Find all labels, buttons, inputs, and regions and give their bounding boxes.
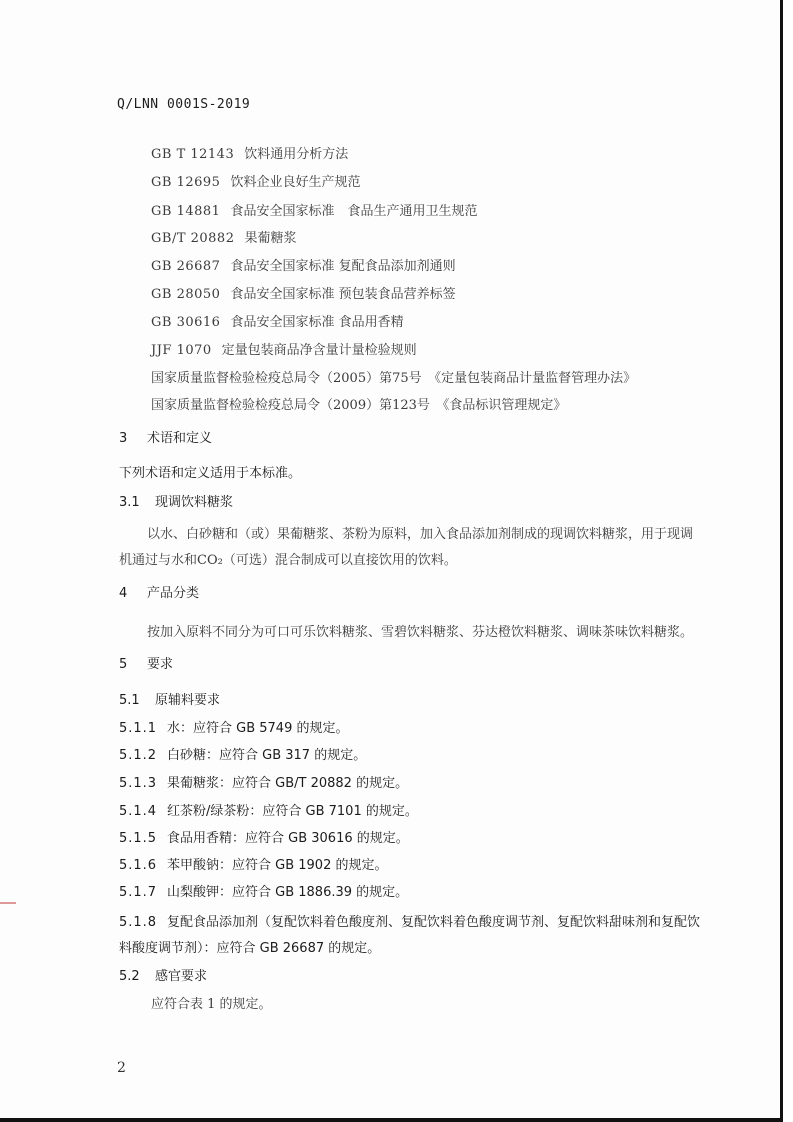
reference-code: GB 12695	[151, 175, 221, 190]
item-number: 5.1.2	[119, 748, 158, 763]
reference-item	[151, 314, 404, 332]
requirement-item	[119, 747, 366, 765]
item-number: 5.1.6	[119, 858, 158, 873]
requirement-item	[119, 720, 348, 738]
section-intro: 下列术语和定义适用于本标准。	[119, 466, 302, 481]
reference-title: 国家质量监督检验检疫总局令（2009）第123号 《食品标识管理规定》	[151, 398, 567, 413]
section-heading	[119, 656, 173, 674]
subsection-heading	[119, 494, 233, 512]
item-text: 苯甲酸钠：应符合 GB 1902 的规定。	[167, 858, 388, 873]
item-text: 果葡糖浆：应符合 GB/T 20882 的规定。	[167, 776, 409, 791]
item-text: 食品用香精：应符合 GB 30616 的规定。	[167, 831, 409, 846]
subsection-number: 3.1	[119, 495, 140, 510]
reference-code: GB 14881	[151, 204, 221, 219]
reference-title: 食品安全国家标准 食品用香精	[230, 315, 404, 330]
item-number: 5.1.3	[119, 776, 158, 791]
reference-item	[151, 203, 477, 221]
item-number: 5.1.4	[119, 804, 158, 819]
reference-code: JJF 1070	[151, 343, 212, 358]
section-heading	[119, 430, 212, 448]
reference-title: 国家质量监督检验检疫总局令（2005）第75号 《定量包装商品计量监督管理办法》	[151, 371, 637, 386]
definition-text-line: 以水、白砂糖和（或）果葡糖浆、茶粉为原料，加入食品添加剂制成的现调饮料糖浆，用于现调	[147, 527, 694, 542]
requirement-item	[119, 803, 418, 821]
scan-mark	[0, 902, 16, 904]
reference-code: GB T 12143	[151, 147, 235, 162]
document-code: Q/LNN 0001S-2019	[117, 97, 251, 112]
section-title: 产品分类	[147, 586, 200, 601]
section-title: 术语和定义	[147, 431, 213, 446]
requirement-item	[119, 775, 408, 793]
reference-title: 饮料企业良好生产规范	[230, 175, 361, 190]
reference-title: 饮料通用分析方法	[244, 147, 349, 162]
item-text: 水：应符合 GB 5749 的规定。	[167, 721, 349, 736]
reference-item	[151, 342, 417, 360]
item-number: 5.1.7	[119, 885, 158, 900]
reference-title: 果葡糖浆	[244, 231, 297, 246]
reference-code: GB/T 20882	[151, 231, 235, 246]
section-title: 要求	[147, 657, 174, 672]
reference-title: 食品安全国家标准 复配食品添加剂通则	[230, 259, 456, 274]
requirement-item	[119, 884, 408, 902]
item-text: 白砂糖：应符合 GB 317 的规定。	[167, 748, 367, 763]
requirement-item	[119, 857, 387, 875]
subsection-number: 5.2	[119, 969, 140, 984]
reference-item	[151, 370, 636, 388]
section-number: 3	[119, 431, 128, 446]
item-text: 山梨酸钾：应符合 GB 1886.39 的规定。	[167, 885, 409, 900]
reference-item	[151, 230, 297, 248]
item-number: 5.1.5	[119, 831, 158, 846]
reference-item	[151, 397, 566, 415]
reference-item	[151, 286, 456, 304]
requirement-item	[119, 830, 409, 848]
sensory-requirement-text: 应符合表 1 的规定。	[151, 997, 272, 1012]
reference-item	[151, 174, 360, 192]
item-text: 复配食品添加剂（复配饮料着色酸度剂、复配饮料着色酸度调节剂、复配饮料甜味剂和复配饮	[167, 915, 701, 930]
reference-title: 定量包装商品净含量计量检验规则	[221, 343, 417, 358]
item-text-continued: 料酸度调节剂）：应符合 GB 26687 的规定。	[119, 941, 381, 956]
reference-title: 食品安全国家标准 食品生产通用卫生规范	[230, 204, 478, 219]
subsection-number: 5.1	[119, 693, 140, 708]
reference-code: GB 30616	[151, 315, 221, 330]
subsection-heading	[119, 692, 220, 710]
page-number: 2	[117, 1060, 126, 1076]
subsection-title: 原辅料要求	[155, 693, 221, 708]
definition-text-line: 机通过与水和CO₂（可选）混合制成可以直接饮用的饮料。	[119, 553, 457, 568]
reference-code: GB 28050	[151, 287, 221, 302]
item-text: 红茶粉/绿茶粉：应符合 GB 7101 的规定。	[167, 804, 418, 819]
item-number: 5.1.8	[119, 915, 158, 930]
item-number: 5.1.1	[119, 721, 158, 736]
subsection-heading	[119, 968, 207, 986]
reference-item	[151, 146, 348, 164]
section-heading	[119, 585, 199, 603]
reference-code: GB 26687	[151, 259, 221, 274]
subsection-title: 现调饮料糖浆	[155, 495, 234, 510]
reference-item	[151, 258, 456, 276]
requirement-item	[119, 914, 700, 932]
section-number: 4	[119, 586, 128, 601]
classification-text: 按加入原料不同分为可口可乐饮料糖浆、雪碧饮料糖浆、芬达橙饮料糖浆、调味茶味饮料糖浆。	[147, 625, 694, 640]
subsection-title: 感官要求	[155, 969, 208, 984]
reference-title: 食品安全国家标准 预包装食品营养标签	[230, 287, 456, 302]
section-number: 5	[119, 657, 128, 672]
